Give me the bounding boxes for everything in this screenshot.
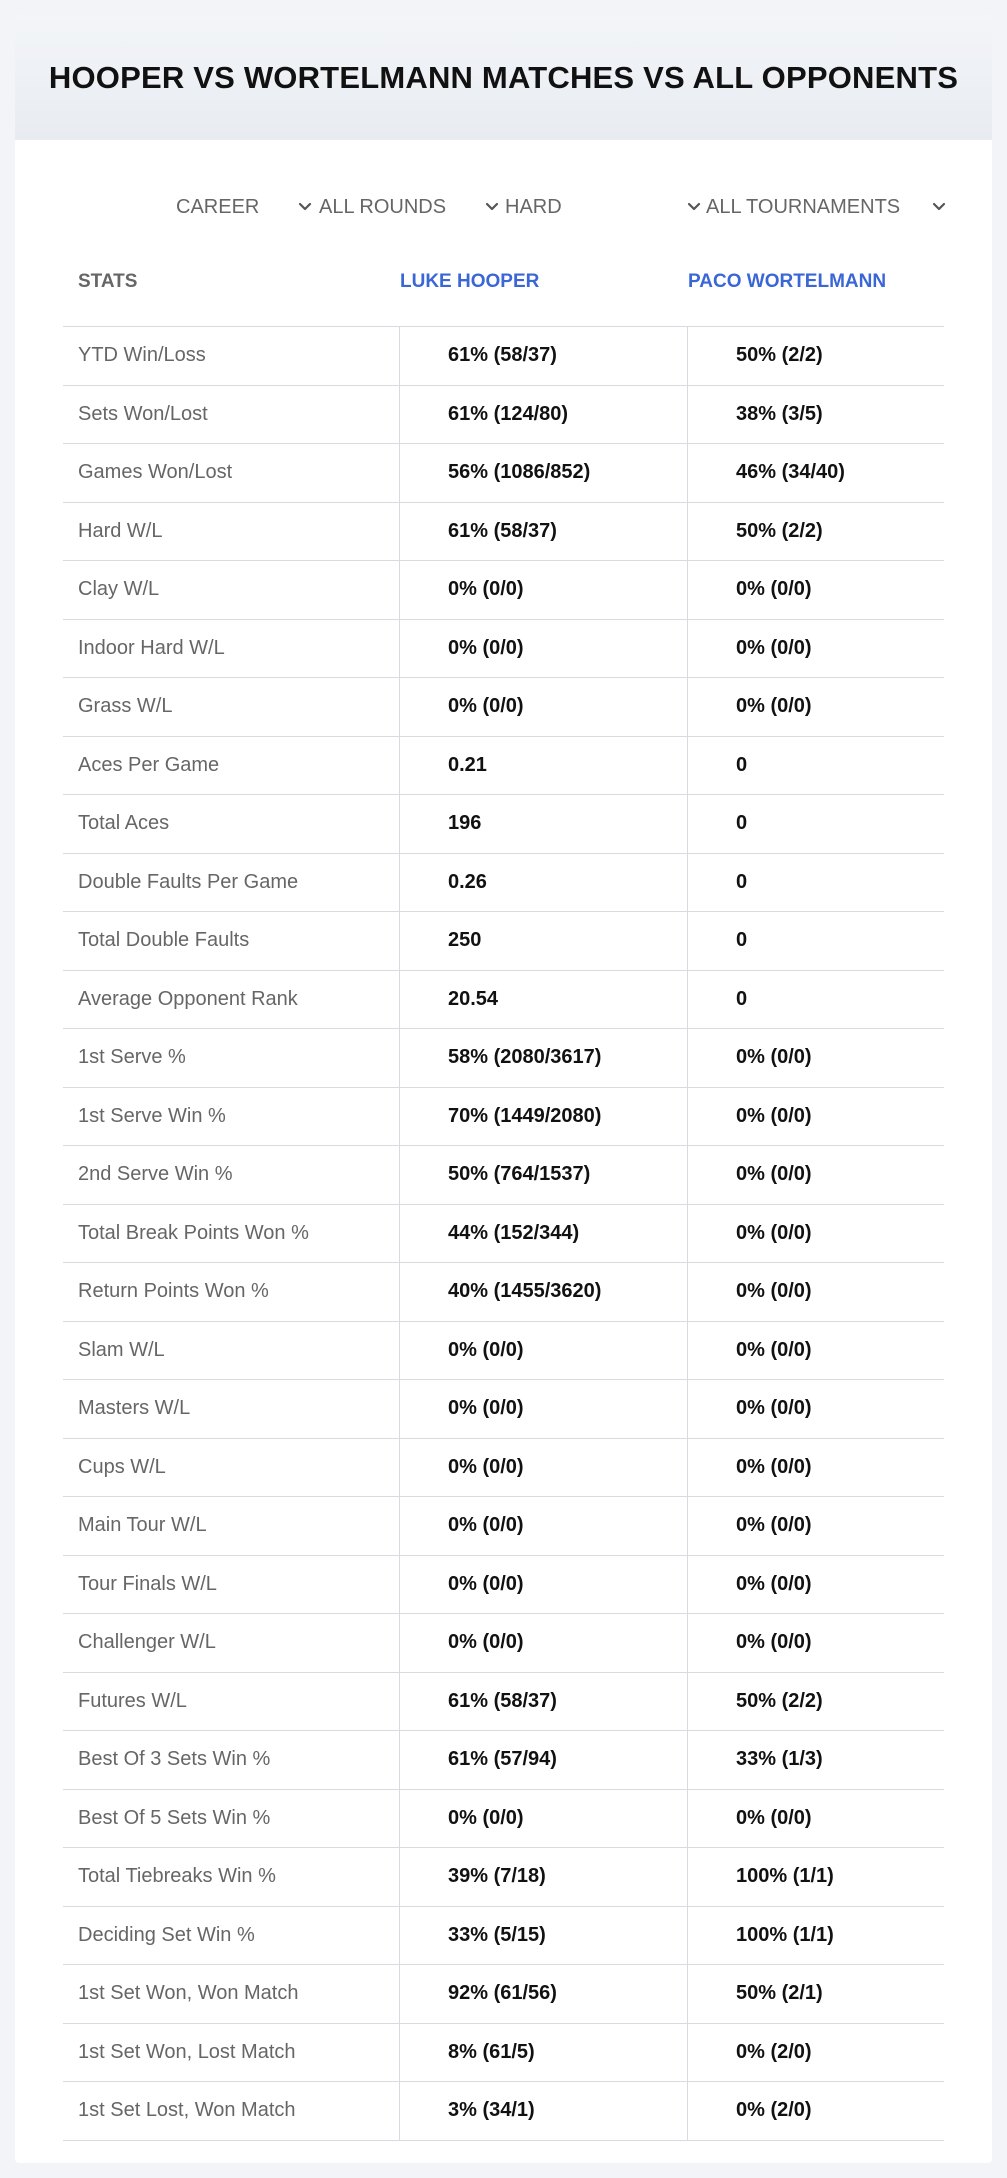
table-row — [63, 737, 944, 796]
player1-value: 196 — [448, 812, 482, 835]
player2-value: 0 — [736, 753, 748, 776]
stat-label: Total Break Points Won % — [78, 1221, 309, 1244]
stat-label: Tour Finals W/L — [78, 1572, 217, 1595]
player2-value: 0% (2/0) — [736, 2040, 812, 2063]
player1-value: 61% (57/94) — [448, 1748, 557, 1771]
stat-label: Total Aces — [78, 812, 170, 835]
player1-value: 0% (0/0) — [448, 695, 524, 718]
player2-value: 50% (2/2) — [736, 1689, 823, 1712]
player2-value: 0% (2/0) — [736, 2099, 812, 2122]
player1-value: 0% (0/0) — [448, 1514, 524, 1537]
table-row — [63, 1790, 944, 1849]
page-title: HOOPER VS WORTELMANN MATCHES VS ALL OPPONENTS — [48, 59, 959, 95]
stat-label: 1st Serve Win % — [78, 1104, 226, 1127]
stats-column-header: STATS — [78, 271, 138, 292]
player2-value: 0% (0/0) — [736, 1806, 812, 1829]
stat-label: Double Faults Per Game — [78, 870, 299, 893]
player1-value: 0% (0/0) — [448, 1572, 524, 1595]
player2-value: 0 — [736, 929, 748, 952]
chevron-down-icon — [687, 200, 701, 214]
stats-card — [15, 15, 992, 2163]
table-row — [63, 1205, 944, 1264]
column-divider-2 — [687, 327, 688, 2141]
player1-value: 61% (58/37) — [448, 344, 557, 367]
table-row — [63, 2024, 944, 2083]
table-row — [63, 327, 944, 386]
stat-label: Challenger W/L — [78, 1631, 216, 1654]
player2-value: 0% (0/0) — [736, 1046, 812, 1069]
player2-value: 38% (3/5) — [736, 402, 823, 425]
stat-label: Best Of 5 Sets Win % — [78, 1806, 271, 1829]
player2-value: 0% (0/0) — [736, 578, 812, 601]
table-row — [63, 1380, 944, 1439]
table-row — [63, 503, 944, 562]
player1-value: 50% (764/1537) — [448, 1163, 591, 1186]
player1-value: 61% (58/37) — [448, 519, 557, 542]
player1-value: 33% (5/15) — [448, 1923, 546, 1946]
player2-value: 0% (0/0) — [736, 1455, 812, 1478]
player2-value: 50% (2/1) — [736, 1982, 823, 2005]
player2-value: 100% (1/1) — [736, 1923, 834, 1946]
table-row — [63, 444, 944, 503]
stat-label: 1st Set Won, Lost Match — [78, 2040, 296, 2063]
stat-label: Best Of 3 Sets Win % — [78, 1748, 271, 1771]
player2-value: 0% (0/0) — [736, 1514, 812, 1537]
player2-value: 0 — [736, 812, 748, 835]
player2-value: 0% (0/0) — [736, 1631, 812, 1654]
player2-value: 0% (0/0) — [736, 636, 812, 659]
player1-value: 0% (0/0) — [448, 1397, 524, 1420]
table-row — [63, 912, 944, 971]
player1-name-link[interactable]: LUKE HOOPER — [400, 271, 540, 292]
player2-value: 46% (34/40) — [736, 461, 845, 484]
rounds-select[interactable] — [319, 187, 499, 227]
column-divider-1 — [399, 327, 400, 2141]
table-row — [63, 1614, 944, 1673]
table-row — [63, 1088, 944, 1147]
player2-value: 0% (0/0) — [736, 1221, 812, 1244]
player2-value: 0 — [736, 870, 748, 893]
stat-label: Futures W/L — [78, 1689, 187, 1712]
table-row — [63, 1497, 944, 1556]
stat-label: Deciding Set Win % — [78, 1923, 255, 1946]
table-row — [63, 386, 944, 445]
player2-value: 0% (0/0) — [736, 1163, 812, 1186]
period-select-value: CAREER — [176, 195, 260, 218]
player1-value: 40% (1455/3620) — [448, 1280, 602, 1303]
stat-label: Games Won/Lost — [78, 461, 233, 484]
player1-value: 61% (58/37) — [448, 1689, 557, 1712]
player2-value: 0% (0/0) — [736, 1104, 812, 1127]
table-row — [63, 1965, 944, 2024]
player1-value: 0% (0/0) — [448, 1455, 524, 1478]
stat-label: 2nd Serve Win % — [78, 1163, 233, 1186]
table-row — [63, 1439, 944, 1498]
player1-value: 0% (0/0) — [448, 578, 524, 601]
table-row — [63, 1029, 944, 1088]
period-select[interactable] — [176, 187, 312, 227]
table-row — [63, 678, 944, 737]
player2-value: 0% (0/0) — [736, 695, 812, 718]
stat-label: Clay W/L — [78, 578, 160, 601]
table-row — [63, 971, 944, 1030]
table-row — [63, 2082, 944, 2141]
table-row — [63, 620, 944, 679]
player1-value: 58% (2080/3617) — [448, 1046, 602, 1069]
player2-value: 50% (2/2) — [736, 344, 823, 367]
player1-value: 0.26 — [448, 870, 487, 893]
player2-value: 0% (0/0) — [736, 1338, 812, 1361]
table-row — [63, 854, 944, 913]
table-body — [63, 327, 944, 2141]
player1-value: 0% (0/0) — [448, 1806, 524, 1829]
filter-bar — [15, 187, 992, 227]
player1-value: 0% (0/0) — [448, 1338, 524, 1361]
stat-label: Total Tiebreaks Win % — [78, 1865, 276, 1888]
player2-value: 0% (0/0) — [736, 1397, 812, 1420]
player2-value: 0% (0/0) — [736, 1280, 812, 1303]
table-header — [63, 247, 944, 327]
player1-value: 0% (0/0) — [448, 1631, 524, 1654]
stat-label: Cups W/L — [78, 1455, 166, 1478]
player2-value: 0% (0/0) — [736, 1572, 812, 1595]
player1-value: 20.54 — [448, 987, 499, 1010]
chevron-down-icon — [485, 200, 499, 214]
table-row — [63, 1322, 944, 1381]
stat-label: Grass W/L — [78, 695, 173, 718]
stats-table — [63, 247, 944, 2141]
player1-value: 3% (34/1) — [448, 2099, 535, 2122]
stat-label: Average Opponent Rank — [78, 987, 298, 1010]
player1-value: 61% (124/80) — [448, 402, 569, 425]
rounds-select-value: ALL ROUNDS — [319, 195, 447, 218]
stat-label: Main Tour W/L — [78, 1514, 207, 1537]
stat-label: Slam W/L — [78, 1338, 165, 1361]
table-row — [63, 1146, 944, 1205]
chevron-down-icon — [298, 200, 312, 214]
table-row — [63, 1848, 944, 1907]
player2-value: 50% (2/2) — [736, 519, 823, 542]
player2-value: 0 — [736, 987, 748, 1010]
stat-label: YTD Win/Loss — [78, 344, 206, 367]
table-row — [63, 1263, 944, 1322]
player2-value: 100% (1/1) — [736, 1865, 834, 1888]
stat-label: Masters W/L — [78, 1397, 191, 1420]
stat-label: Hard W/L — [78, 519, 163, 542]
stat-label: Total Double Faults — [78, 929, 250, 952]
stat-label: 1st Set Won, Won Match — [78, 1982, 299, 2005]
stat-label: Indoor Hard W/L — [78, 636, 225, 659]
player1-value: 44% (152/344) — [448, 1221, 580, 1244]
stat-label: Return Points Won % — [78, 1280, 269, 1303]
chevron-down-icon — [932, 200, 946, 214]
player1-value: 92% (61/56) — [448, 1982, 557, 2005]
surface-select[interactable] — [505, 187, 701, 227]
page-header — [15, 15, 992, 140]
table-row — [63, 1907, 944, 1966]
tournaments-select[interactable] — [706, 187, 946, 227]
stat-label: Aces Per Game — [78, 753, 220, 776]
table-row — [63, 561, 944, 620]
player2-value: 33% (1/3) — [736, 1748, 823, 1771]
surface-select-value: HARD — [505, 195, 562, 218]
player1-value: 56% (1086/852) — [448, 461, 591, 484]
player2-name-link[interactable]: PACO WORTELMANN — [688, 271, 887, 292]
player1-value: 250 — [448, 929, 482, 952]
player1-value: 8% (61/5) — [448, 2040, 535, 2063]
player1-value: 39% (7/18) — [448, 1865, 546, 1888]
table-row — [63, 1731, 944, 1790]
player1-value: 70% (1449/2080) — [448, 1104, 602, 1127]
stat-label: 1st Serve % — [78, 1046, 186, 1069]
tournaments-select-value: ALL TOURNAMENTS — [706, 195, 901, 218]
table-row — [63, 1556, 944, 1615]
table-row — [63, 795, 944, 854]
stat-label: Sets Won/Lost — [78, 402, 208, 425]
player1-value: 0.21 — [448, 753, 487, 776]
stat-label: 1st Set Lost, Won Match — [78, 2099, 296, 2122]
player1-value: 0% (0/0) — [448, 636, 524, 659]
table-row — [63, 1673, 944, 1732]
